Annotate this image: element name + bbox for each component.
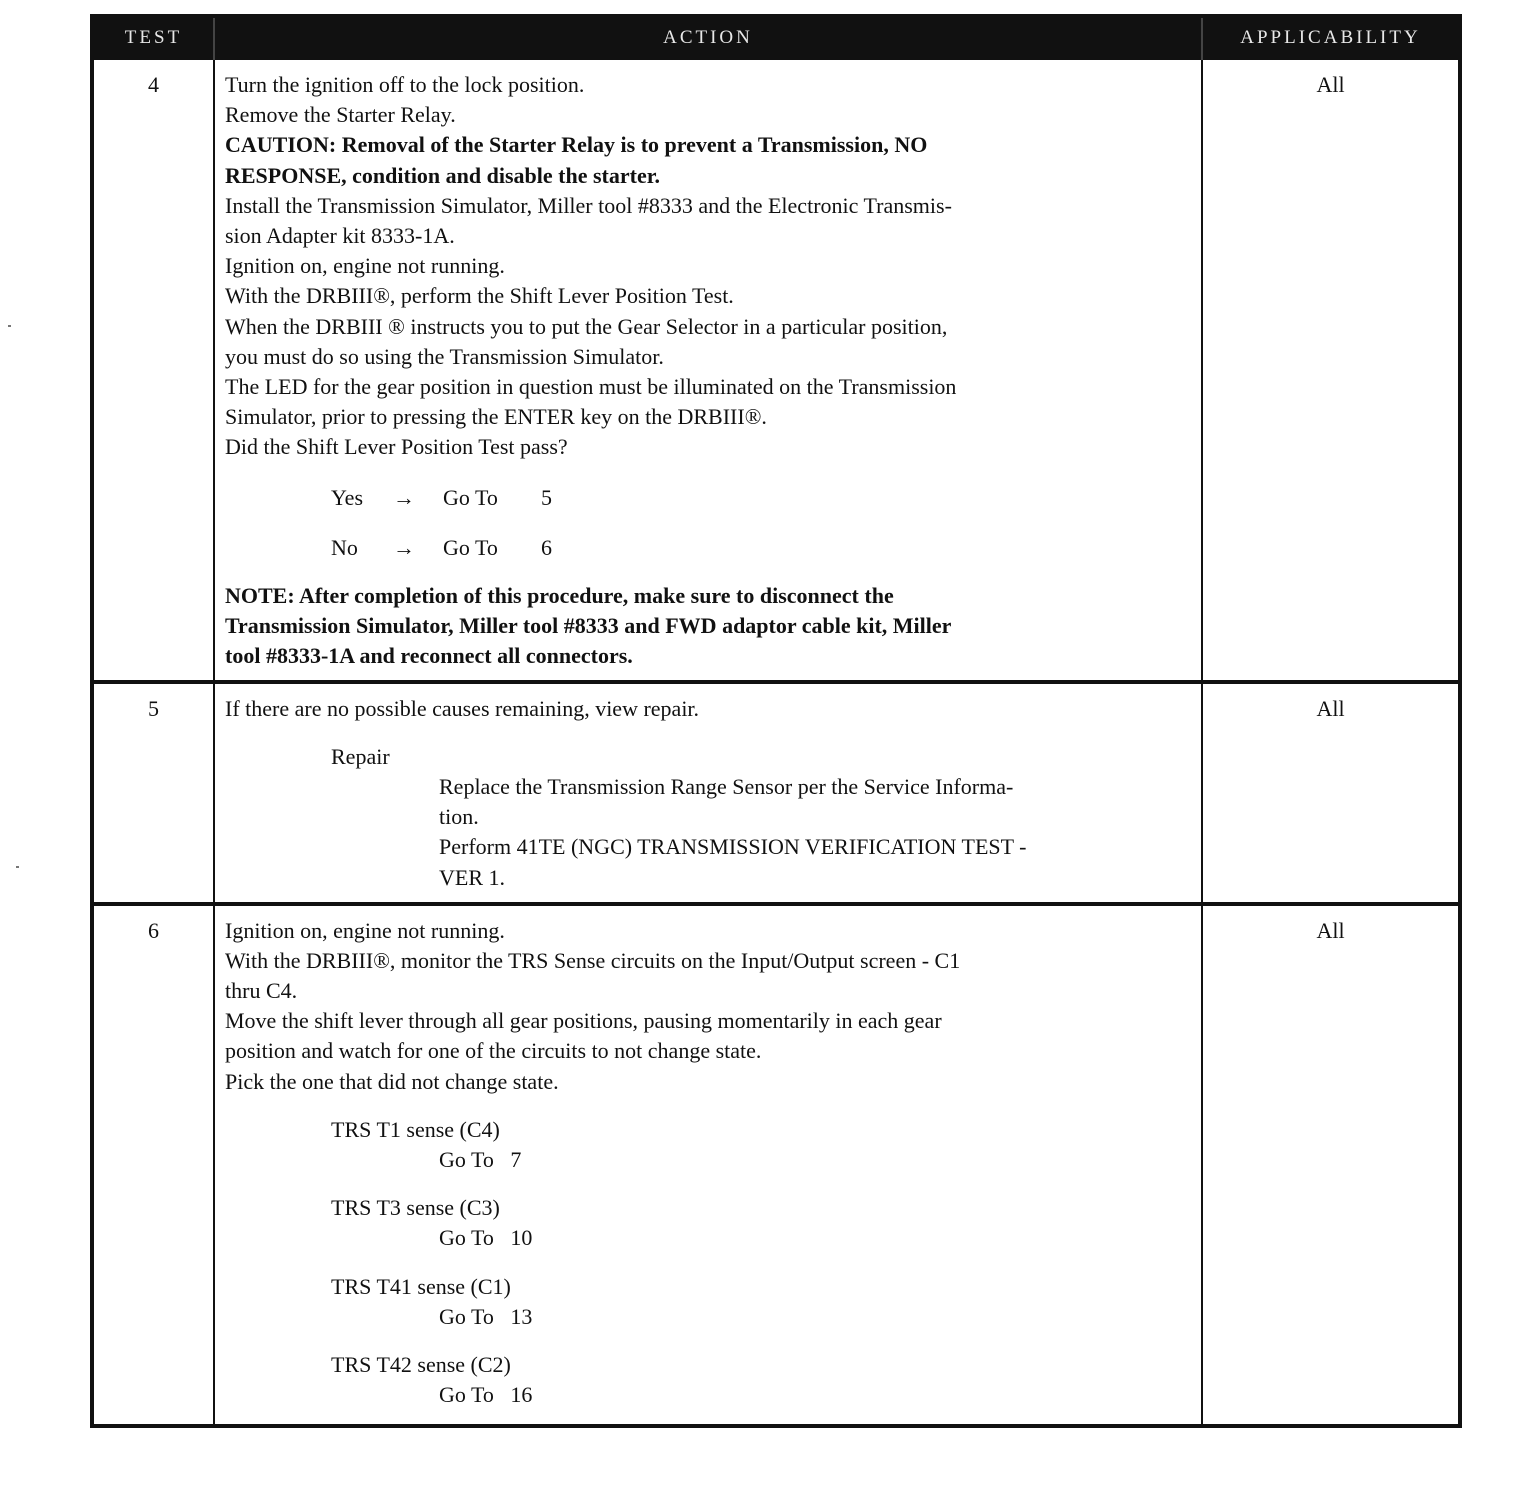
- goto-label: Go To: [439, 1225, 494, 1251]
- repair-line: tion.: [439, 804, 479, 830]
- action-line: Install the Transmission Simulator, Miller tool #8333 and the Electronic Transmis-: [225, 192, 952, 218]
- test-number: 5: [92, 682, 214, 904]
- action-line: With the DRBIII®, monitor the TRS Sense circuits on the Input/Output screen - C1: [225, 947, 961, 973]
- action-line: you must do so using the Transmission Simulator.: [225, 343, 664, 369]
- goto-label: Go To: [443, 484, 498, 510]
- diagnostic-test-table: [90, 14, 1462, 1428]
- goto-target: 6: [541, 534, 552, 560]
- option-label: TRS T3 sense (C3): [331, 1195, 500, 1221]
- action-line: When the DRBIII ® instructs you to put the Gear Selector in a particular position,: [225, 313, 948, 339]
- repair-line: VER 1.: [439, 864, 505, 890]
- header-action: ACTION: [214, 16, 1202, 59]
- repair-line: Perform 41TE (NGC) TRANSMISSION VERIFICATION TEST -: [439, 834, 1027, 860]
- action-line: position and watch for one of the circuits to not change state.: [225, 1038, 762, 1064]
- scan-speck: [8, 325, 11, 327]
- repair-label: Repair: [331, 743, 390, 769]
- option-trs-t3: [225, 1193, 1193, 1253]
- action-line: Pick the one that did not change state.: [225, 1068, 559, 1094]
- option-trs-t42: [225, 1350, 1193, 1410]
- test-number: 6: [92, 904, 214, 1426]
- option-goto: [439, 1145, 1193, 1175]
- action-line: Remove the Starter Relay.: [225, 102, 456, 128]
- table-row: [92, 904, 1460, 1426]
- option-label: TRS T1 sense (C4): [331, 1116, 500, 1142]
- choice-answer: No: [331, 534, 358, 560]
- goto-label: Go To: [439, 1382, 494, 1408]
- action-cell: [214, 59, 1202, 682]
- goto-label: Go To: [439, 1303, 494, 1329]
- note-line: Transmission Simulator, Miller tool #8333 and FWD adaptor cable kit, Miller: [225, 613, 952, 639]
- action-line: With the DRBIII®, perform the Shift Lever Position Test.: [225, 283, 734, 309]
- option-trs-t1: [225, 1115, 1193, 1175]
- option-label: TRS T41 sense (C1): [331, 1273, 511, 1299]
- action-line: The LED for the gear position in question must be illuminated on the Transmission: [225, 374, 957, 400]
- action-line: Ignition on, engine not running.: [225, 253, 505, 279]
- action-line: Move the shift lever through all gear positions, pausing momentarily in each gear: [225, 1008, 942, 1034]
- option-goto: [439, 1223, 1193, 1253]
- arrow-icon: →: [393, 534, 415, 560]
- option-trs-t41: [225, 1272, 1193, 1332]
- option-goto: [439, 1302, 1193, 1332]
- action-line: sion Adapter kit 8333-1A.: [225, 223, 455, 249]
- applicability-cell: All: [1202, 682, 1460, 904]
- header-applicability: APPLICABILITY: [1202, 16, 1460, 59]
- header-test: TEST: [92, 16, 214, 59]
- applicability-cell: All: [1202, 59, 1460, 682]
- choice-yes: [331, 483, 1193, 513]
- note-line: tool #8333-1A and reconnect all connectors.: [225, 643, 633, 669]
- action-line: Ignition on, engine not running.: [225, 917, 505, 943]
- repair-line: Replace the Transmission Range Sensor per the Service Informa-: [439, 774, 1014, 800]
- goto-target: 16: [510, 1382, 533, 1408]
- choice-no: [331, 533, 1193, 563]
- action-line: If there are no possible causes remaining, view repair.: [225, 695, 700, 721]
- test-number: 4: [92, 59, 214, 682]
- goto-label: Go To: [439, 1147, 494, 1173]
- goto-label: Go To: [443, 534, 498, 560]
- scan-speck: [16, 866, 19, 868]
- option-label: TRS T42 sense (C2): [331, 1352, 511, 1378]
- goto-target: 7: [510, 1147, 522, 1173]
- caution-line: CAUTION: Removal of the Starter Relay is to prevent a Transmission, NO: [225, 132, 928, 158]
- action-line: Did the Shift Lever Position Test pass?: [225, 434, 568, 460]
- table-row: [92, 682, 1460, 904]
- option-goto: [439, 1380, 1193, 1410]
- arrow-icon: →: [393, 484, 415, 510]
- note-line: NOTE: After completion of this procedure, make sure to disconnect the: [225, 583, 894, 609]
- choice-answer: Yes: [331, 484, 364, 510]
- goto-target: 10: [510, 1225, 533, 1251]
- goto-target: 13: [510, 1303, 533, 1329]
- table-row: [92, 59, 1460, 682]
- action-line: thru C4.: [225, 978, 298, 1004]
- action-cell: [214, 904, 1202, 1426]
- action-line: Simulator, prior to pressing the ENTER key on the DRBIII®.: [225, 404, 767, 430]
- header-row: [92, 16, 1460, 59]
- action-line: Turn the ignition off to the lock position.: [225, 72, 585, 97]
- goto-target: 5: [541, 484, 552, 510]
- applicability-cell: All: [1202, 904, 1460, 1426]
- caution-line: RESPONSE, condition and disable the starter.: [225, 162, 660, 188]
- action-cell: [214, 682, 1202, 904]
